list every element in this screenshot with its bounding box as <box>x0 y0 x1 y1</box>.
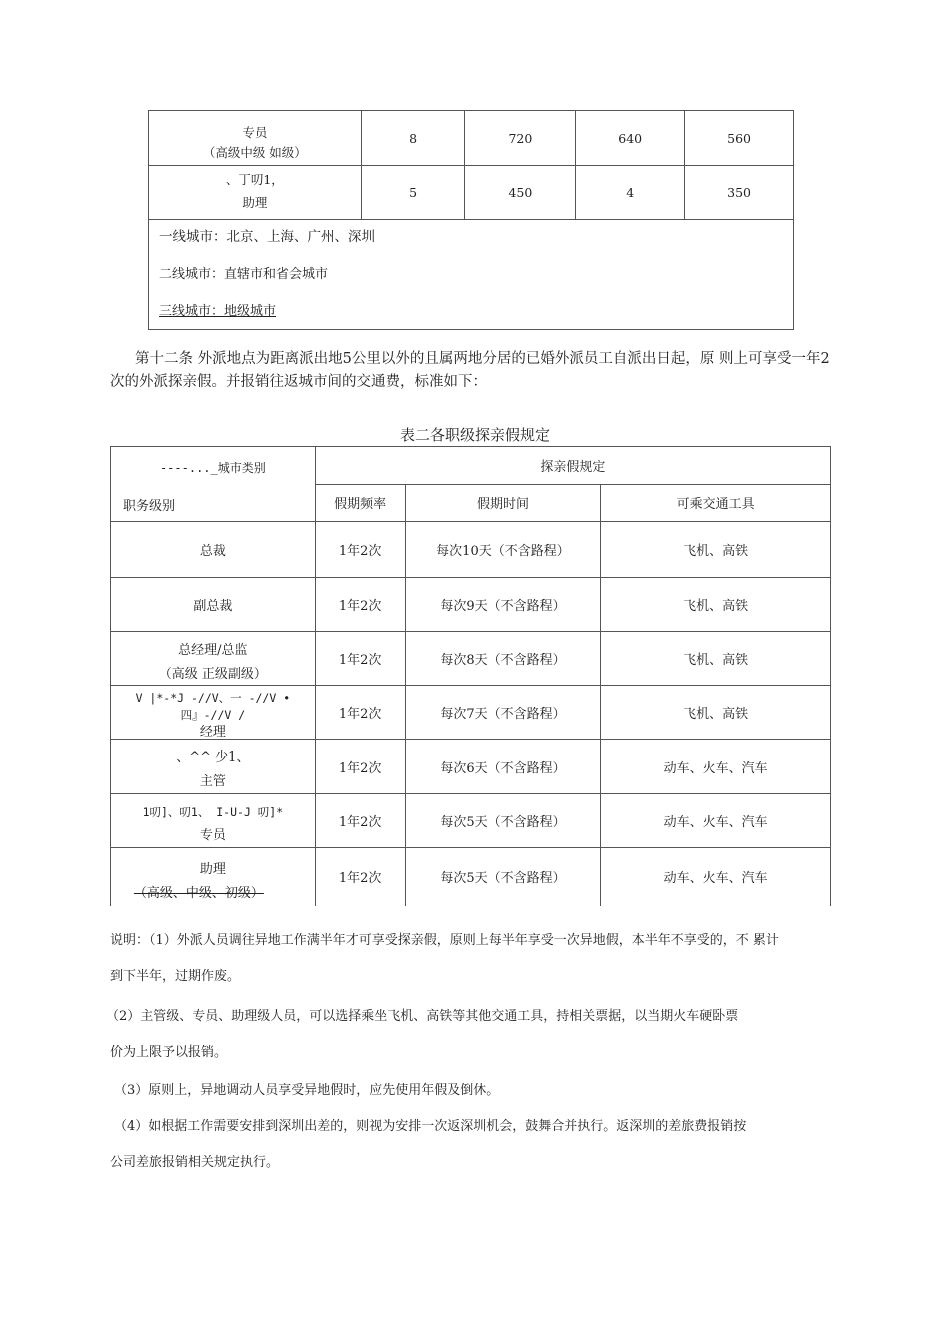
note-3: （3）原则上，异地调动人员享受异地假时，应先使用年假及倒休。 <box>114 1083 500 1098</box>
table-row <box>111 686 831 740</box>
duration-cell: 每次5天（不含路程） <box>405 848 601 906</box>
table-row <box>111 848 831 906</box>
city-notes-cell <box>149 220 794 330</box>
rank-label: 主管 <box>199 773 226 789</box>
rank-sublabel: （高级、中级、初级） <box>133 885 264 901</box>
transport-cell: 动车、火车、汽车 <box>601 794 831 848</box>
frequency-cell: 1年2次 <box>315 578 405 632</box>
table-row <box>111 578 831 632</box>
frequency-cell: 1年2次 <box>315 522 405 578</box>
value-cell: 450 <box>465 166 576 220</box>
frequency-cell: 1年2次 <box>315 632 405 686</box>
duration-cell: 每次10天（不含路程） <box>405 522 601 578</box>
tier1-city-note: 一线城市：北京、上海、广州、深圳 <box>159 229 375 245</box>
rank-label: 专员 <box>242 125 268 140</box>
transport-cell: 飞机、高铁 <box>601 686 831 740</box>
value-cell: 5 <box>361 166 465 220</box>
table-row <box>149 166 794 220</box>
table-header-row <box>111 447 831 485</box>
rank-cell <box>149 166 362 220</box>
rank-label: 总经理/总监 <box>178 642 248 658</box>
rank-cell: 总裁 <box>111 522 316 578</box>
rank-noise-text: 四』-//V / <box>180 708 246 722</box>
value-cell: 350 <box>685 166 794 220</box>
transport-cell: 飞机、高铁 <box>601 632 831 686</box>
rank-label: 经理 <box>199 725 226 740</box>
allowance-table <box>148 110 794 330</box>
duration-cell: 每次7天（不含路程） <box>405 686 601 740</box>
value-cell: 640 <box>576 111 685 166</box>
table2-caption: 表二各职级探亲假规定 <box>399 426 550 444</box>
table-row <box>111 740 831 794</box>
duration-cell: 每次8天（不含路程） <box>405 632 601 686</box>
rank-cell <box>111 794 316 848</box>
rank-cell <box>111 686 316 740</box>
duration-cell: 每次6天（不含路程） <box>405 740 601 794</box>
tier2-city-note: 二线城市：直辖市和省会城市 <box>159 267 329 282</box>
note-4-line-2: 公司差旅报销相关规定执行。 <box>110 1155 280 1170</box>
transport-cell: 飞机、高铁 <box>601 522 831 578</box>
transport-cell: 飞机、高铁 <box>601 578 831 632</box>
rank-sublabel: （高级 正级副级） <box>158 666 267 682</box>
value-cell: 560 <box>685 111 794 166</box>
corner-header-cell <box>111 447 316 522</box>
note-4-line-1: （4）如根据工作需要安排到深圳出差的，则视为安排一次返深圳机会，鼓舞合并执行。返深圳的差旅费报销按 <box>114 1119 747 1134</box>
rank-cell <box>149 111 362 166</box>
rank-cell <box>111 848 316 906</box>
article-12-paragraph: 第十二条 外派地点为距离派出地5公里以外的且属两地分居的已婚外派员工自派出日起，原 则上可享受一年2次的外派探亲假。并报销往返城市间的交通费，标准如下： <box>110 351 830 390</box>
rank-cell <box>111 740 316 794</box>
value-cell: 4 <box>576 166 685 220</box>
rank-noise-text: V |*-*J -//V、一 -//V • <box>135 691 291 705</box>
city-notes-row <box>149 220 794 330</box>
rank-sublabel: （高级中级 如级） <box>202 145 307 160</box>
rank-label: 专员 <box>199 827 226 843</box>
rank-noise-text: 、^^ 少1、 <box>176 749 250 765</box>
table-row <box>111 632 831 686</box>
rank-noise-text: 1叨]、叨1、 I-U-J 叨]* <box>142 804 284 819</box>
frequency-cell: 1年2次 <box>315 740 405 794</box>
table-row <box>111 794 831 848</box>
value-cell: 720 <box>465 111 576 166</box>
note-1-line-2: 到下半年，过期作废。 <box>110 969 241 984</box>
table-row <box>111 522 831 578</box>
duration-cell: 每次9天（不含路程） <box>405 578 601 632</box>
note-1-line-1: 说明：（1）外派人员调往异地工作满半年才可享受探亲假，原则上每半年享受一次异地假，本半年不享受的，不 累计 <box>110 933 779 948</box>
frequency-cell: 1年2次 <box>315 794 405 848</box>
duration-cell: 每次5天（不含路程） <box>405 794 601 848</box>
city-category-label: ----..._城市类别 <box>159 461 266 475</box>
rank-cell <box>111 632 316 686</box>
rank-cell: 副总裁 <box>111 578 316 632</box>
rank-label: 助理 <box>242 194 268 210</box>
value-cell: 8 <box>361 111 465 166</box>
rank-noise-text: 、丁叨1， <box>225 171 284 187</box>
table-row <box>149 111 794 166</box>
rank-label: 助理 <box>199 861 226 877</box>
position-level-label: 职务级别 <box>123 499 176 514</box>
home-leave-header: 探亲假规定 <box>315 447 830 485</box>
duration-header: 假期时间 <box>405 484 601 522</box>
transport-cell: 动车、火车、汽车 <box>601 848 831 906</box>
transport-header: 可乘交通工具 <box>601 484 831 522</box>
frequency-cell: 1年2次 <box>315 848 405 906</box>
home-leave-table <box>110 446 831 906</box>
tier3-city-note: 三线城市：地级城市 <box>159 304 277 319</box>
frequency-cell: 1年2次 <box>315 686 405 740</box>
frequency-header: 假期频率 <box>315 484 405 522</box>
transport-cell: 动车、火车、汽车 <box>601 740 831 794</box>
note-2-line-1: （2）主管级、专员、助理级人员，可以选择乘坐飞机、高铁等其他交通工具，持相关票据，以当期火车硬卧票 <box>106 1009 739 1024</box>
note-2-line-2: 价为上限予以报销。 <box>110 1045 228 1060</box>
